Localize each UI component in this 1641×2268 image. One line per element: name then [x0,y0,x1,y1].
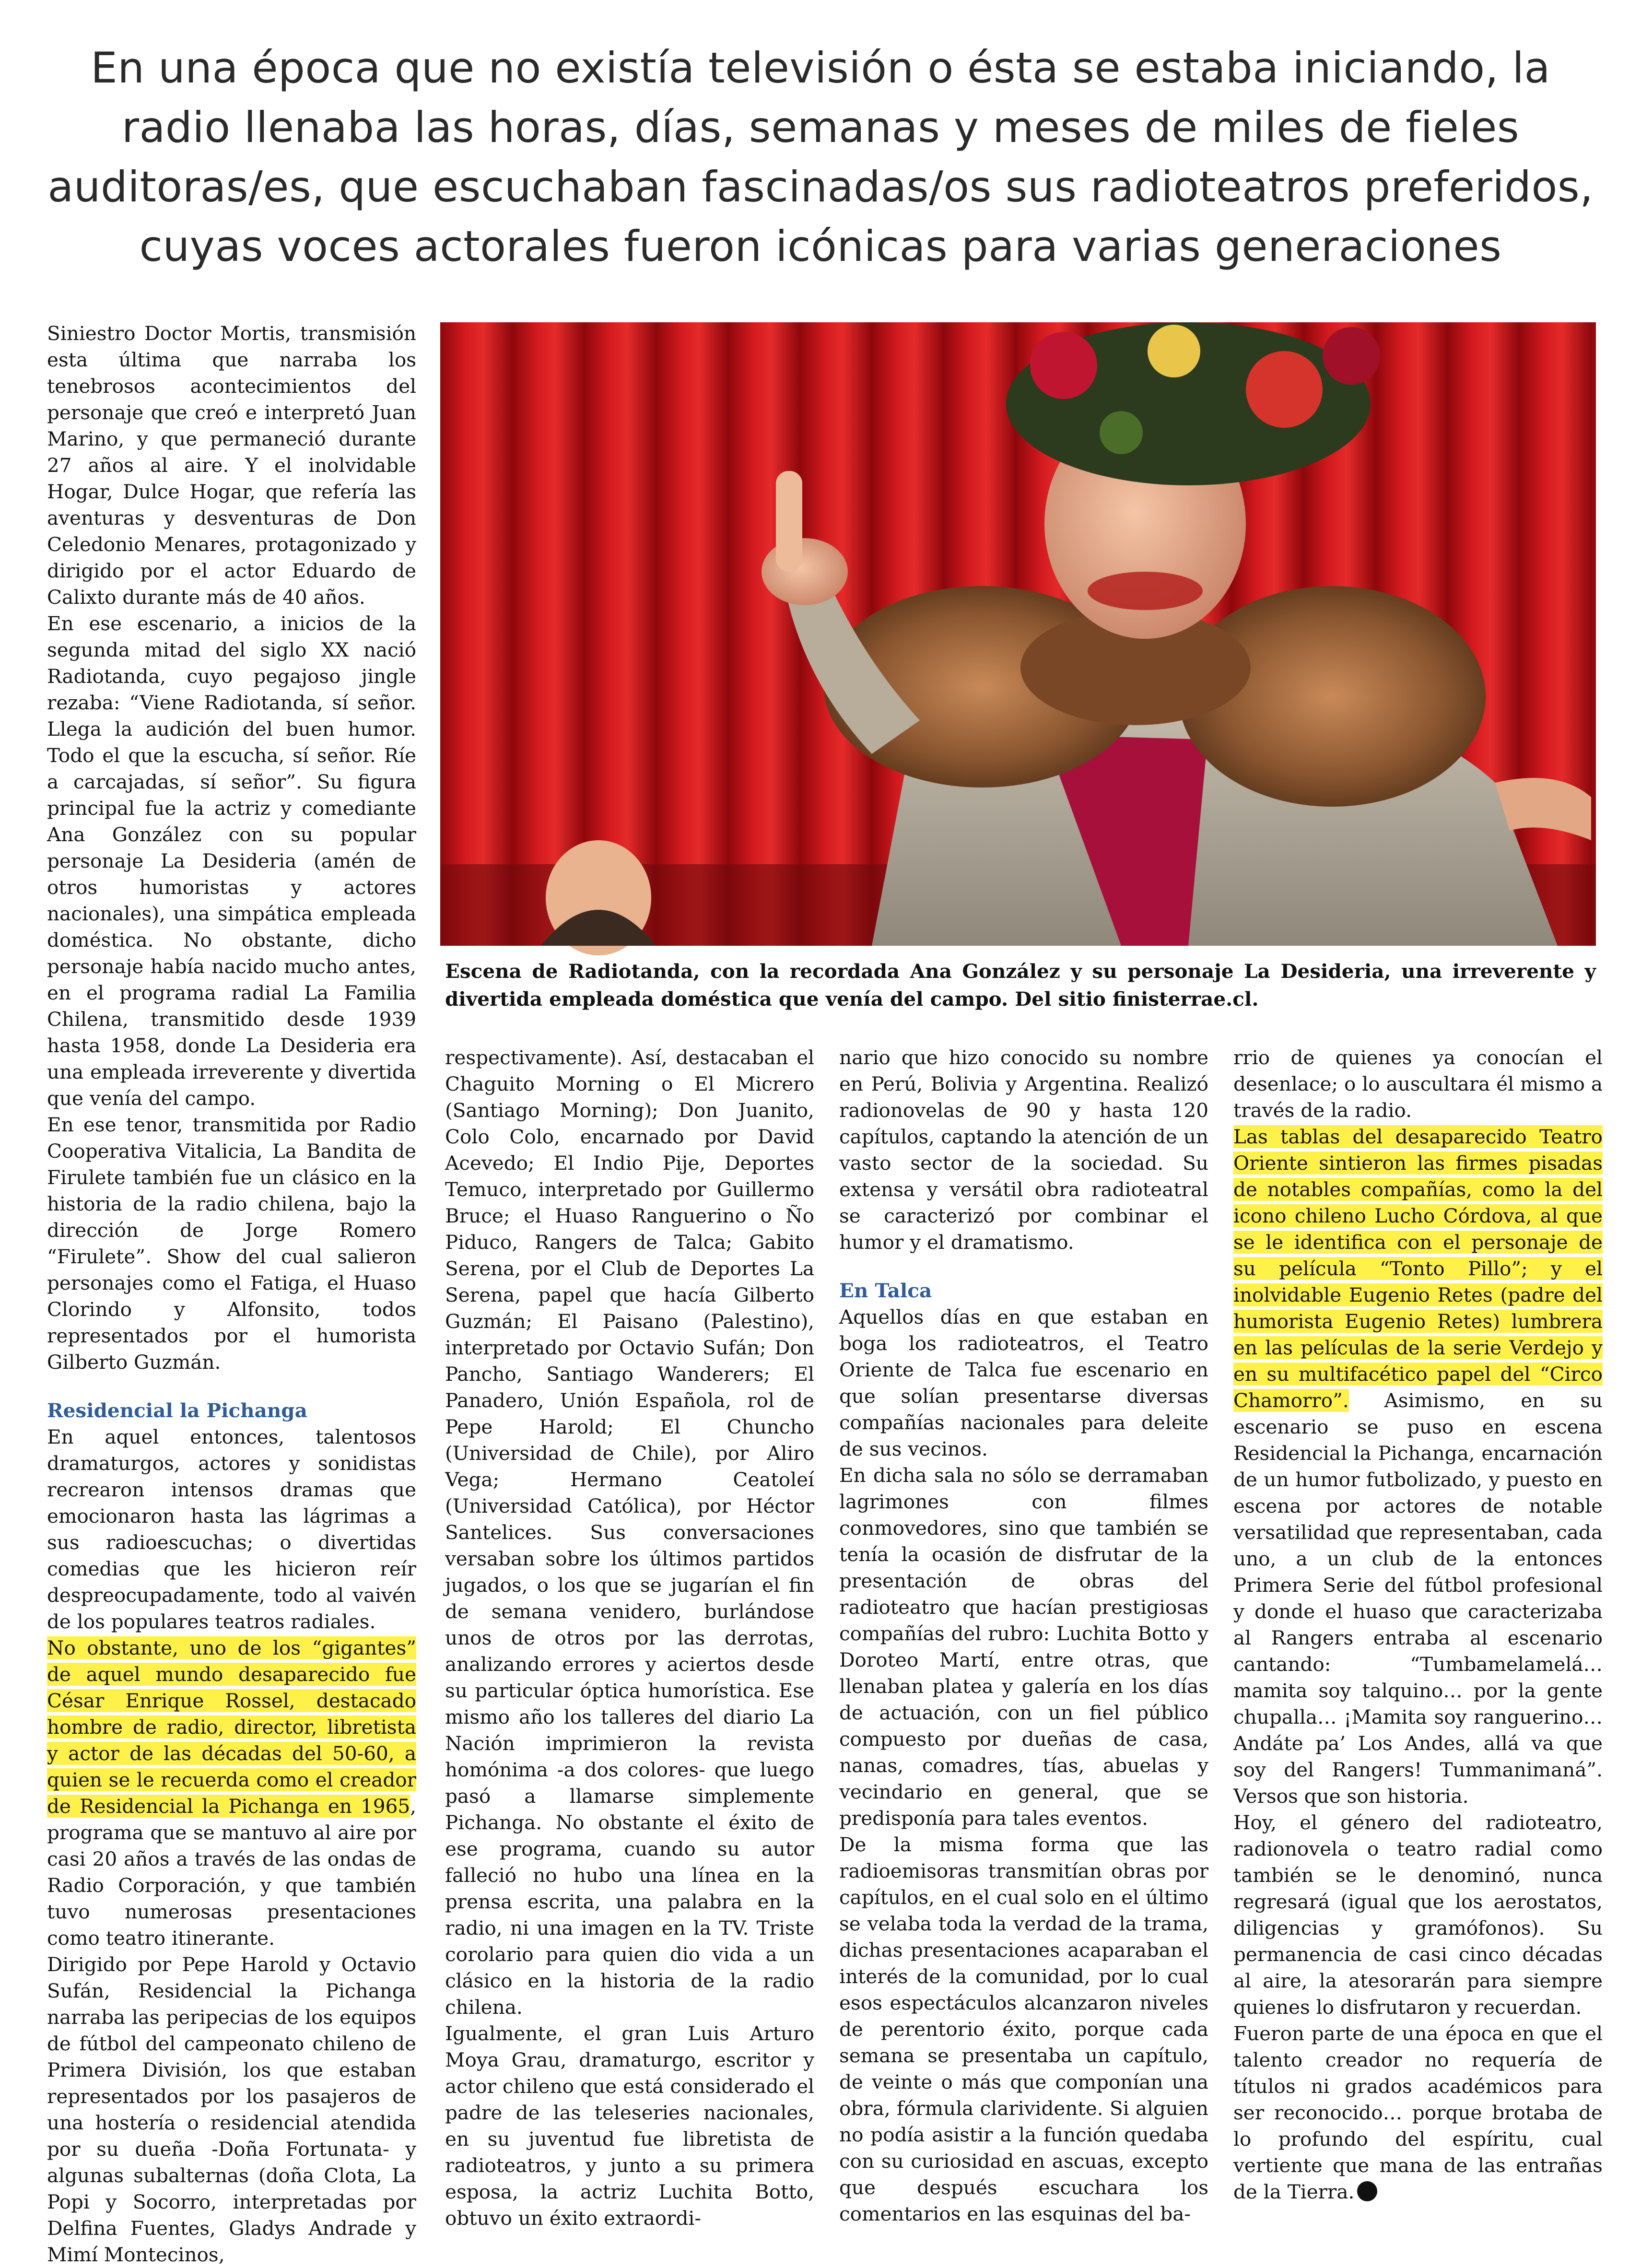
section-heading-residencial: Residencial la Pichanga [47,1399,307,1422]
paragraph: En dicha sala no sólo se derramaban lagrimones con filmes conmovedores, sino que también se tenía la ocasión de disfrutar de la presentación de obras del radioteatro que hacían prestigiosas compañías del rubro: Luchita Botto y Doroteo Martí, entre otras, que llenaban platea y galería en los días de actuación, con un fiel público compuesto por dueñas de casa, nanas, comadres, tías, abuelas y vecindario en general, que se predisponía para tales eventos. [839,1464,1208,1830]
section-heading-en-talca: En Talca [839,1279,932,1302]
paragraph: nario que hizo conocido su nombre en Perú, Bolivia y Argentina. Realizó radionovelas de 90 y hasta 120 capítulos, captando la atención de un vasto sector de la sociedad. Su extensa y versátil obra radioteatral se caracterizó por combinar el humor y el dramatismo. [839,1046,1208,1254]
paragraph: En aquel entonces, talentosos dramaturgos, actores y sonidistas recrearon intensos dramas que emocionaron hasta las lágrimas a sus radioescuchas; o divertidas comedias que les hicieron reír despreocupadamente, todo al vaivén de los populares teatros radiales. [47,1425,416,1633]
highlighted-text: Las tablas del desaparecido Teatro Oriente sintieron las firmes pisadas de notables compañías, como la del icono chileno Lucho Córdova, al que se le identifica con el personaje de su película “Tonto Pillo”; y el inolvidable Eugenio Retes (padre del humorista Eugenio Retes) lumbrera en las películas de la serie Verdejo y en su multifacético papel del “Circo Chamorro”. [1233,1125,1603,1412]
paragraph [1233,1124,1603,1810]
paragraph: Siniestro Doctor Mortis, transmisión esta última que narraba los tenebrosos acontecimientos del personaje que creó e interpretó Juan Marino, y que permaneció durante 27 años al aire. Y el inolvidable Hogar, Dulce Hogar, que refería las aventuras y desventuras de Don Celedonio Menares, protagonizado y dirigido por el actor Eduardo de Calixto durante más de 40 años. [47,322,416,609]
highlighted-text: No obstante, uno de los “gigantes” de aquel mundo desaparecido fue César Enrique Rossel, destacado hombre de radio, director, libretista y actor de las décadas del 50-60, a quien se le recuerda como el creador de Residencial la Pichanga en 1965 [47,1636,416,1818]
paragraph-text: Fueron parte de una época en que el talento creador no requería de títulos ni grados académicos para ser reconocido… porque brotaba de lo profundo del espíritu, cual vertiente que mana de las entrañas de la Tierra. [1233,2022,1603,2203]
paragraph: Igualmente, el gran Luis Arturo Moya Grau, dramaturgo, escritor y actor chileno que está considerado el padre de las teleseries nacionales, en su juventud fue libretista de radioteatros, y junto a su primera esposa, la actriz Luchita Botto, obtuvo un éxito extraordi- [445,2022,814,2230]
paragraph: De la misma forma que las radioemisoras transmitían obras por capítulos, en el cual solo en el último se velaba toda la verdad de la trama, dichas presentaciones acaparaban el interés de la comunidad, por lo cual esos espectáculos alcanzaron niveles de perentorio éxito, porque cada semana se presentaba un capítulo, de veinte o más que componían una obra, fórmula clarividente. Si alguien no podía asistir a la función quedaba con su curiosidad en ascuas, excepto que después escuchara los comentarios en las esquinas del ba- [839,1833,1208,2225]
paragraph [47,1635,416,1951]
paragraph: respectivamente). Así, destacaban el Chaguito Morning o El Micrero (Santiago Morning); Don Juanito, Colo Colo, encarnado por David Acevedo; El Indio Pije, Deportes Temuco, interpretado por Guillermo Bruce; el Huaso Ranguerino o Ño Piduco, Rangers de Talca; Gabito Serena, por el Club de Deportes La Serena, papel que hacía Gilberto Guzmán; El Paisano (Palestino), interpretado por Octavio Sufán; Don Pancho, Santiago Wanderers; El Panadero, Unión Española, rol de Pepe Harold; El Chuncho (Universidad de Chile), por Aliro Vega; Hermano Ceatoleí (Universidad Católica), por Héctor Santelices. Sus conversaciones versaban sobre los últimos partidos jugados, o los que se jugarían el fin de semana venidero, burlándose unos de otros por las derrotas, analizando errores y aciertos desde su particular óptica humorística. Ese mismo año los talleres del diario La Nación imprimieron la revista homónima -a dos colores- que luego pasó a llamarse simplemente Pichanga. No obstante el éxito de ese programa, cuando su autor falleció no hubo una línea en la prensa escrita, una palabra en la radio, ni una imagen en la TV. Triste corolario para quien dio vida a un clásico en la historia de la radio chilena. [445,1046,814,2019]
photo-caption: Escena de Radiotanda, con la recordada Ana González y su personaje La Desideria, una irreverente y divertida empleada doméstica que venía del campo. Del sitio finisterrae.cl. [445,960,1596,1011]
paragraph: rrio de quienes ya conocían el desenlace; o lo auscultara él mismo a través de la radio. [1233,1046,1603,1122]
paragraph: Hoy, el género del radioteatro, radionovela o teatro radial como también se le denominó, nunca regresará (igual que los aerostatos, diligencias y gramófonos). Su permanencia de casi cinco décadas al aire, la atesorarán para siempre quienes lo disfrutaron y recuerdan. [1233,1811,1603,2019]
article-lead: En una época que no existía televisión o ésta se estaba iniciando, la radio llenaba las horas, días, semanas y meses de miles de fieles auditoras/es, que escuchaban fascinadas/os sus radioteatros preferidos, cuyas voces actorales fueron icónicas para varias generaciones [47,43,1594,271]
paragraph: Dirigido por Pepe Harold y Octavio Sufán, Residencial la Pichanga narraba las peripecias de los equipos de fútbol del campeonato chileno de Primera División, los que estaban representados por los pasajeros de una hostería o residencial atendida por su dueña -Doña Fortunata- y algunas subalternas (doña Clota, La Popi y Socorro, interpretadas por Delfina Fuentes, Gladys Andrade y Mimí Montecinos, [47,1953,416,2266]
article-column-2 [445,1045,814,2230]
article-column-3 [839,1045,1208,2225]
paragraph: En ese escenario, a inicios de la segunda mitad del siglo XX nació Radiotanda, cuyo pegajoso jingle rezaba: “Viene Radiotanda, sí señor. Llega la audición del buen humor. Todo el que la escucha, sí señor. Ríe a carcajadas, sí señor”. Su figura principal fue la actriz y comediante Ana González con su popular personaje La Desideria (amén de otros humoristas y actores nacionales), una simpática empleada doméstica. No obstante, dicho personaje había nacido mucho antes, en el programa radial La Familia Chilena, transmitido desde 1939 hasta 1958, donde La Desideria era una empleada irreverente y divertida que venía del campo. [47,612,416,1110]
paragraph [1233,2021,1603,2205]
paragraph-text: Asimismo, en su escenario se puso en escena Residencial la Pichanga, encarnación de un humor futbolizado, y puesto en escena por actores de notable versatilidad que representaban, cada uno, a un club de la entonces Primera Serie del fútbol profesional y donde el huaso que caracterizaba al Rangers entraba al escenario cantando: “Tumbamelamelá… mamita soy talquino… por la gente chupalla… ¡Mamita soy ranguerino… Andáte pa’ Los Andes, allá va que soy del Rangers! Tummanimaná”. Versos que son historia. [1233,1389,1603,1808]
paragraph-text: , programa que se mantuvo al aire por casi 20 años a través de las ondas de Radio Corporación, y que también tuvo numerosas presentaciones como teatro itinerante. [47,1795,416,1950]
paragraph: Aquellos días en que estaban en boga los radioteatros, el Teatro Oriente de Talca fue escenario en que solían presentarse diversas compañías nacionales para deleite de sus vecinos. [839,1305,1208,1460]
article-column-4 [1233,1045,1603,2203]
theater-scene-image [440,322,1596,946]
article-photo [440,322,1596,946]
article-column-1 [47,320,416,2266]
end-of-article-icon [1357,2181,1377,2201]
paragraph: En ese tenor, transmitida por Radio Cooperativa Vitalicia, La Bandita de Firulete también fue un clásico en la historia de la radio chilena, bajo la dirección de Jorge Romero “Firulete”. Show del cual salieron personajes como el Fatiga, el Huaso Clorindo y Alfonsito, todos representados por el humorista Gilberto Guzmán. [47,1113,416,1374]
